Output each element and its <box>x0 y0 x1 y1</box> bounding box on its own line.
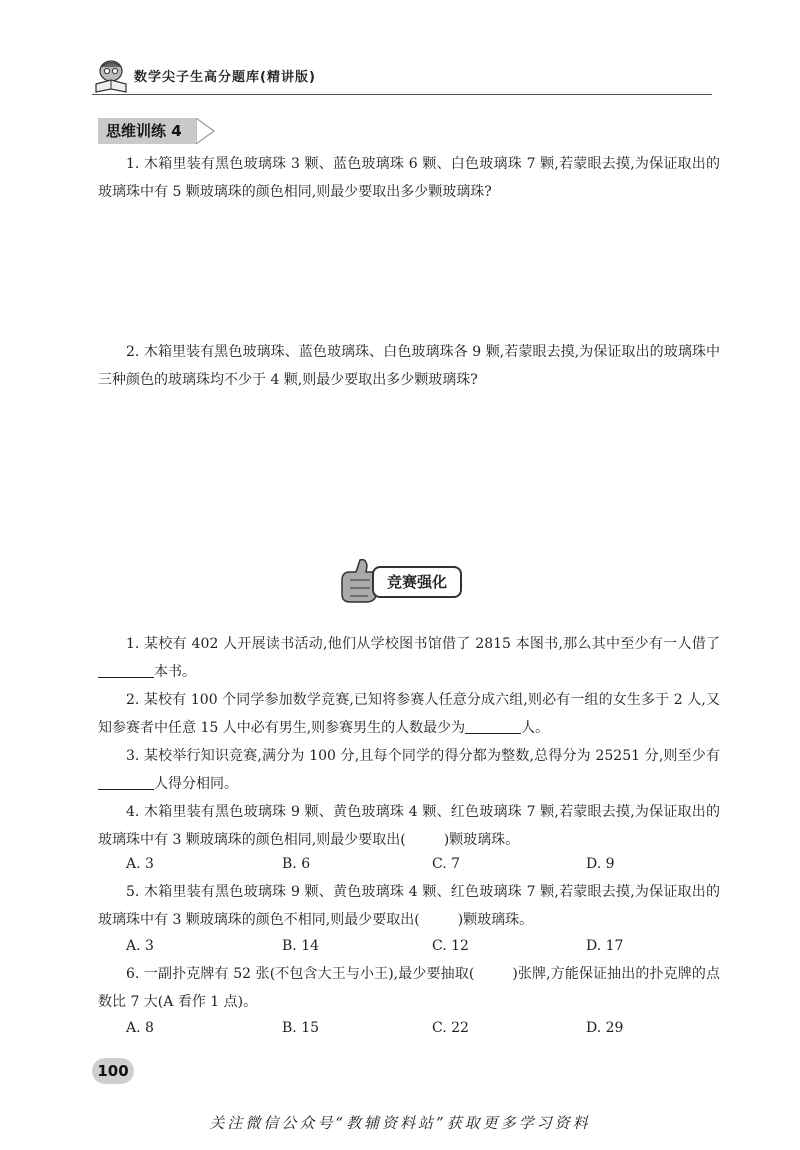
answer-blank <box>98 775 154 790</box>
mascot-reading-icon <box>92 58 130 94</box>
answer-blank <box>98 663 154 678</box>
problem-3-tail: 人得分相同。 <box>154 776 238 792</box>
problem-1-tail: 本书。 <box>154 664 196 680</box>
problem-4-text: 4. 木箱里装有黑色玻璃珠 9 颗、黄色玻璃珠 4 颗、红色玻璃珠 7 颗,若蒙眼去摸,为保证取出的玻璃珠中有 3 颗玻璃珠的颜色相同,则最少要取出( <box>98 804 720 848</box>
question-2 <box>98 338 720 394</box>
tag-arrow-icon <box>196 118 216 144</box>
problem-1 <box>98 630 720 686</box>
footer-watermark-text: 关注微信公众号“教辅资料站”获取更多学习资料 <box>209 1114 591 1132</box>
problem-2-text: 2. 某校有 100 个同学参加数学竞赛,已知将参赛人任意分成六组,则必有一组的女生多于 2 人,又知参赛者中任意 15 人中必有男生,则参赛男生的人数最少为 <box>98 692 720 736</box>
question-1 <box>98 150 720 206</box>
question-2-text: 2. 木箱里装有黑色玻璃珠、蓝色玻璃珠、白色玻璃珠各 9 颗,若蒙眼去摸,为保证取出的玻璃珠中三种颜色的玻璃珠均不少于 4 颗,则最少要取出多少颗玻璃珠? <box>98 344 720 388</box>
problem-6 <box>98 960 720 1016</box>
option-d: D. 9 <box>586 856 615 872</box>
option-c: C. 12 <box>432 938 469 954</box>
option-d: D. 29 <box>586 1020 624 1036</box>
question-1-text: 1. 木箱里装有黑色玻璃珠 3 颗、蓝色玻璃珠 6 颗、白色玻璃珠 7 颗,若蒙眼去摸,为保证取出的玻璃珠中有 5 颗玻璃珠的颜色相同,则最少要取出多少颗玻璃珠? <box>98 156 720 200</box>
option-b: B. 15 <box>282 1020 320 1036</box>
option-b: B. 6 <box>282 856 311 872</box>
problem-5-options <box>126 932 726 960</box>
section-title-competition: 竞赛强化 <box>372 566 462 598</box>
option-d: D. 17 <box>586 938 624 954</box>
page-header <box>92 58 712 94</box>
option-c: C. 7 <box>432 856 461 872</box>
problem-3 <box>98 742 720 798</box>
problem-6-text: 6. 一副扑克牌有 52 张(不包含大王与小王),最少要抽取( <box>126 966 475 982</box>
option-a: A. 3 <box>126 856 154 872</box>
problem-1-text: 1. 某校有 402 人开展读书活动,他们从学校图书馆借了 2815 本图书,那么其中至少有一人借了 <box>126 636 720 652</box>
problem-6-tail: )张牌,方能保证抽出的扑克牌的点数比 7 大(A 看作 1 点)。 <box>98 966 720 1010</box>
option-b: B. 14 <box>282 938 320 954</box>
page-number: 100 <box>92 1058 134 1084</box>
option-a: A. 8 <box>126 1020 154 1036</box>
problem-2 <box>98 686 720 742</box>
problem-4-options <box>126 850 726 878</box>
problem-5-tail: )颗玻璃珠。 <box>457 912 534 928</box>
problem-4-tail: )颗玻璃珠。 <box>443 832 520 848</box>
problem-6-options <box>126 1014 726 1042</box>
problem-3-text: 3. 某校举行知识竞赛,满分为 100 分,且每个同学的得分都为整数,总得分为 25251 分,则至少有 <box>126 748 720 764</box>
option-c: C. 22 <box>432 1020 469 1036</box>
option-a: A. 3 <box>126 938 154 954</box>
problem-5 <box>98 878 720 934</box>
book-title: 数学尖子生高分题库(精讲版) <box>134 70 316 85</box>
problem-4 <box>98 798 720 854</box>
header-divider <box>92 94 712 95</box>
section-title-thinking-training: 思维训练 4 <box>98 118 196 144</box>
answer-blank <box>465 719 521 734</box>
problem-2-tail: 人。 <box>521 720 550 736</box>
problem-5-text: 5. 木箱里装有黑色玻璃珠 9 颗、黄色玻璃珠 4 颗、红色玻璃珠 7 颗,若蒙眼去摸,为保证取出的玻璃珠中有 3 颗玻璃珠的颜色不相同,则最少要取出( <box>98 884 720 928</box>
